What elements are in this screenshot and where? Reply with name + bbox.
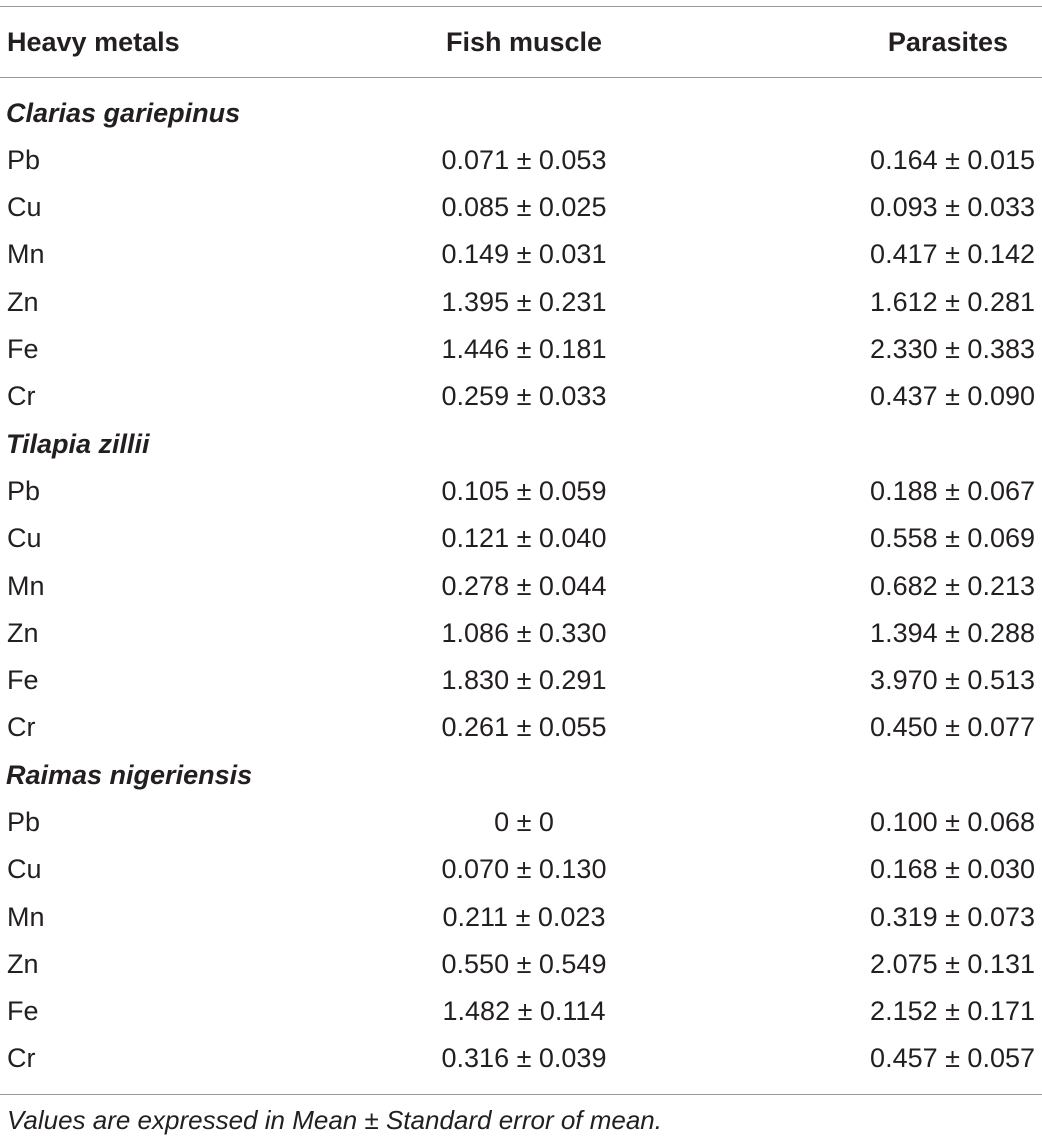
cell-metal: Fe bbox=[7, 996, 39, 1026]
cell-fish-muscle: 0.149 ± 0.031 bbox=[441, 239, 607, 270]
cell-parasites: 2.330 ± 0.383 bbox=[870, 333, 1035, 364]
cell-metal: Mn bbox=[7, 570, 45, 601]
cell-metal: Zn bbox=[7, 617, 39, 648]
cell-parasites: 1.394 ± 0.288 bbox=[870, 617, 1035, 648]
table-footnote: Values are expressed in Mean ± Standard error of mean. bbox=[7, 1105, 662, 1135]
cell-fish-muscle: 0.316 ± 0.039 bbox=[441, 1043, 607, 1074]
cell-fish-muscle: 0.105 ± 0.059 bbox=[441, 476, 607, 507]
table-row bbox=[0, 184, 1042, 231]
cell-metal: Cu bbox=[7, 854, 42, 885]
table-header-row bbox=[0, 20, 1042, 64]
cell-fish-muscle: 0.085 ± 0.025 bbox=[441, 192, 607, 223]
table-row bbox=[0, 231, 1042, 278]
cell-fish-muscle: 0.121 ± 0.040 bbox=[441, 523, 607, 554]
header-rule bbox=[0, 77, 1042, 78]
cell-parasites: 0.437 ± 0.090 bbox=[870, 380, 1035, 411]
table-row bbox=[0, 279, 1042, 326]
table-row bbox=[0, 894, 1042, 941]
cell-parasites: 2.152 ± 0.171 bbox=[870, 996, 1035, 1026]
table-row bbox=[0, 468, 1042, 515]
cell-parasites: 1.612 ± 0.281 bbox=[870, 286, 1035, 317]
cell-metal: Cr bbox=[7, 1043, 36, 1074]
cell-metal: Fe bbox=[7, 333, 39, 364]
cell-parasites: 0.100 ± 0.068 bbox=[870, 807, 1035, 838]
cell-fish-muscle: 0.071 ± 0.053 bbox=[441, 145, 607, 175]
table-row bbox=[0, 657, 1042, 704]
cell-parasites: 3.970 ± 0.513 bbox=[870, 664, 1035, 695]
cell-fish-muscle: 1.395 ± 0.231 bbox=[441, 286, 607, 317]
cell-metal: Mn bbox=[7, 239, 45, 270]
header-fish-muscle: Fish muscle bbox=[445, 27, 603, 57]
table-bottom-rule bbox=[0, 1094, 1042, 1095]
cell-fish-muscle: 0.261 ± 0.055 bbox=[441, 712, 607, 743]
cell-parasites: 0.319 ± 0.073 bbox=[870, 901, 1035, 932]
cell-metal: Zn bbox=[7, 948, 39, 979]
table-row bbox=[0, 799, 1042, 846]
cell-parasites: 0.457 ± 0.057 bbox=[870, 1043, 1035, 1074]
cell-parasites: 0.168 ± 0.030 bbox=[870, 854, 1035, 885]
header-parasites: Parasites bbox=[887, 27, 1008, 57]
cell-fish-muscle: 0.070 ± 0.130 bbox=[441, 854, 607, 885]
species-group-title: Clarias gariepinus bbox=[6, 98, 241, 128]
cell-metal: Pb bbox=[7, 476, 41, 507]
header-heavy-metals: Heavy metals bbox=[7, 27, 180, 57]
table-row bbox=[0, 704, 1042, 751]
cell-metal: Cu bbox=[7, 523, 42, 554]
table-row bbox=[0, 610, 1042, 657]
table-body bbox=[0, 89, 1042, 1082]
table-row bbox=[0, 988, 1042, 1035]
cell-metal: Cr bbox=[7, 380, 36, 411]
cell-fish-muscle: 0 ± 0 bbox=[494, 807, 554, 838]
cell-metal: Cu bbox=[7, 192, 42, 223]
cell-fish-muscle: 0.550 ± 0.549 bbox=[441, 948, 607, 979]
cell-metal: Mn bbox=[7, 901, 45, 932]
cell-parasites: 0.093 ± 0.033 bbox=[870, 192, 1035, 223]
cell-fish-muscle: 0.278 ± 0.044 bbox=[441, 570, 607, 601]
cell-fish-muscle: 0.211 ± 0.023 bbox=[442, 901, 606, 932]
cell-metal: Pb bbox=[7, 807, 41, 838]
cell-metal: Cr bbox=[7, 712, 36, 743]
cell-parasites: 0.417 ± 0.142 bbox=[870, 239, 1035, 270]
cell-parasites: 0.450 ± 0.077 bbox=[870, 712, 1035, 743]
cell-parasites: 0.682 ± 0.213 bbox=[870, 570, 1035, 601]
table-row bbox=[0, 326, 1042, 373]
cell-metal: Zn bbox=[7, 286, 39, 317]
table-top-rule bbox=[0, 6, 1042, 7]
table-row bbox=[0, 515, 1042, 562]
cell-fish-muscle: 1.086 ± 0.330 bbox=[441, 617, 607, 648]
cell-parasites: 0.164 ± 0.015 bbox=[870, 145, 1035, 175]
table-row bbox=[0, 373, 1042, 420]
cell-metal: Pb bbox=[7, 145, 41, 175]
cell-fish-muscle: 1.830 ± 0.291 bbox=[441, 664, 607, 695]
cell-parasites: 0.558 ± 0.069 bbox=[870, 523, 1035, 554]
table-row bbox=[0, 941, 1042, 988]
cell-fish-muscle: 1.482 ± 0.114 bbox=[442, 996, 606, 1026]
species-group-title: Raimas nigeriensis bbox=[6, 760, 253, 791]
cell-parasites: 0.188 ± 0.067 bbox=[870, 476, 1035, 507]
cell-parasites: 2.075 ± 0.131 bbox=[870, 948, 1035, 979]
table-row bbox=[0, 846, 1042, 893]
cell-fish-muscle: 1.446 ± 0.181 bbox=[441, 333, 607, 364]
table-row bbox=[0, 137, 1042, 184]
cell-metal: Fe bbox=[7, 664, 39, 695]
table-row bbox=[0, 1035, 1042, 1082]
species-group-title: Tilapia zillii bbox=[6, 429, 150, 460]
cell-fish-muscle: 0.259 ± 0.033 bbox=[441, 380, 607, 411]
table-row bbox=[0, 563, 1042, 610]
